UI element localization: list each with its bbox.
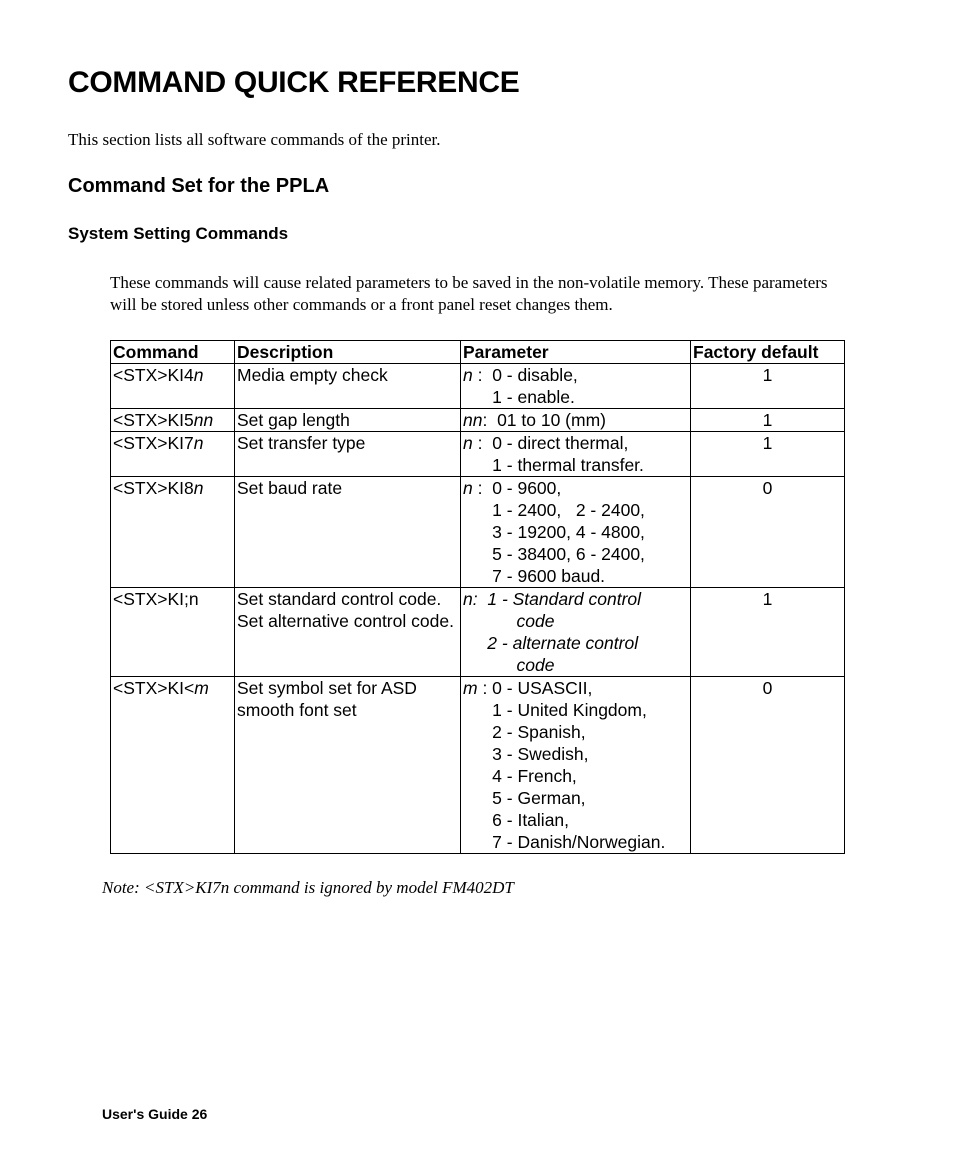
description-paragraph: These commands will cause related parameters to be saved in the non-volatile memory. These parameters will be stored unless other commands or a front panel reset changes them.	[110, 273, 828, 314]
parameter-line	[463, 721, 688, 743]
parameter-variable: nn	[463, 410, 483, 430]
factory-default-cell: 1	[691, 364, 845, 409]
command-variable: n	[193, 365, 204, 385]
parameter-variable: n:	[463, 589, 478, 609]
parameter-value: 4 - French,	[463, 766, 577, 786]
parameter-line	[463, 677, 688, 699]
description-cell	[235, 677, 461, 854]
parameter-separator: :	[477, 678, 493, 698]
parameter-line	[463, 610, 688, 632]
parameter-value: 7 - Danish/Norwegian.	[463, 832, 666, 852]
parameter-variable: m	[463, 678, 478, 698]
command-cell	[111, 432, 235, 477]
parameter-variable: n	[463, 365, 473, 385]
parameter-cell	[461, 432, 691, 477]
description-text: Set symbol set for ASD smooth font set	[237, 678, 417, 720]
parameter-separator: :	[482, 410, 498, 430]
command-prefix: <STX>KI5	[113, 410, 194, 430]
parameter-line	[463, 787, 688, 809]
factory-default-cell: 0	[691, 477, 845, 588]
parameter-value: 0 - USASCII,	[492, 678, 593, 698]
parameter-separator: :	[472, 478, 493, 498]
description-text: Media empty check	[237, 365, 388, 385]
column-header-parameter: Parameter	[461, 341, 691, 364]
parameter-value: code	[463, 611, 555, 631]
parameter-value: 1 - enable.	[463, 387, 575, 407]
description-text: Set baud rate	[237, 478, 343, 498]
parameter-separator: :	[472, 433, 493, 453]
footnote: Note: <STX>KI7n command is ignored by model FM402DT	[102, 878, 514, 897]
parameter-line	[463, 632, 688, 654]
parameter-line	[463, 699, 688, 721]
table-row	[111, 588, 845, 677]
command-variable: n	[193, 478, 204, 498]
factory-default-cell: 1	[691, 588, 845, 677]
parameter-separator: :	[472, 365, 493, 385]
parameter-line	[463, 432, 688, 454]
description-text: Set alternative control code.	[237, 611, 454, 631]
parameter-line	[463, 765, 688, 787]
command-cell	[111, 677, 235, 854]
parameter-cell	[461, 677, 691, 854]
description-text: Set standard control code.	[237, 589, 442, 609]
parameter-cell	[461, 477, 691, 588]
command-variable: n	[193, 433, 204, 453]
parameter-line	[463, 454, 688, 476]
command-table	[110, 340, 845, 854]
parameter-value: 1 - thermal transfer.	[463, 455, 644, 475]
parameter-line	[463, 386, 688, 408]
parameter-value: 0 - disable,	[492, 365, 578, 385]
parameter-cell	[461, 364, 691, 409]
parameter-line	[463, 477, 688, 499]
parameter-value: 5 - 38400, 6 - 2400,	[463, 544, 645, 564]
description-cell	[235, 409, 461, 432]
column-header-command: Command	[111, 341, 235, 364]
parameter-value: 01 to 10 (mm)	[497, 410, 606, 430]
parameter-value: code	[463, 655, 555, 675]
table-row	[111, 477, 845, 588]
command-cell	[111, 364, 235, 409]
parameter-separator	[478, 589, 488, 609]
table-header-row	[111, 341, 845, 364]
page-title: COMMAND QUICK REFERENCE	[68, 66, 520, 99]
table-row	[111, 409, 845, 432]
command-prefix: <STX>KI7	[113, 433, 194, 453]
parameter-variable: n	[463, 478, 473, 498]
parameter-value: 1 - United Kingdom,	[463, 700, 647, 720]
table-row	[111, 432, 845, 477]
description-cell	[235, 588, 461, 677]
intro-text: This section lists all software commands of the printer.	[68, 130, 441, 149]
parameter-value: 7 - 9600 baud.	[463, 566, 606, 586]
description-text: Set gap length	[237, 410, 350, 430]
parameter-cell	[461, 409, 691, 432]
section-heading: Command Set for the PPLA	[68, 175, 330, 197]
column-header-factory-default: Factory default	[691, 341, 845, 364]
parameter-value: 0 - 9600,	[492, 478, 562, 498]
command-cell	[111, 477, 235, 588]
table-row	[111, 364, 845, 409]
command-prefix: <STX>KI8	[113, 478, 194, 498]
command-variable: m	[194, 678, 209, 698]
parameter-line	[463, 809, 688, 831]
parameter-line	[463, 409, 688, 431]
subsection-heading: System Setting Commands	[68, 224, 289, 243]
table-body	[111, 364, 845, 854]
parameter-value: 3 - 19200, 4 - 4800,	[463, 522, 645, 542]
parameter-value: 1 - 2400, 2 - 2400,	[463, 500, 645, 520]
table-row	[111, 677, 845, 854]
command-cell	[111, 409, 235, 432]
description-cell	[235, 477, 461, 588]
parameter-line	[463, 654, 688, 676]
parameter-line	[463, 521, 688, 543]
parameter-value: 6 - Italian,	[463, 810, 570, 830]
parameter-value: 0 - direct thermal,	[492, 433, 629, 453]
command-cell	[111, 588, 235, 677]
parameter-line	[463, 565, 688, 587]
command-variable: nn	[193, 410, 214, 430]
parameter-line	[463, 364, 688, 386]
parameter-value: 2 - alternate control	[463, 633, 639, 653]
parameter-value: 5 - German,	[463, 788, 586, 808]
factory-default-cell: 1	[691, 409, 845, 432]
command-prefix: <STX>KI4	[113, 365, 194, 385]
parameter-line	[463, 543, 688, 565]
parameter-value: 2 - Spanish,	[463, 722, 586, 742]
parameter-value: 3 - Swedish,	[463, 744, 589, 764]
command-prefix: <STX>KI<	[113, 678, 195, 698]
column-header-description: Description	[235, 341, 461, 364]
factory-default-cell: 1	[691, 432, 845, 477]
description-text: Set transfer type	[237, 433, 366, 453]
parameter-variable: n	[463, 433, 473, 453]
parameter-line	[463, 588, 688, 610]
description-cell	[235, 364, 461, 409]
parameter-line	[463, 743, 688, 765]
parameter-line	[463, 831, 688, 853]
factory-default-cell: 0	[691, 677, 845, 854]
parameter-value: 1 - Standard control	[487, 589, 642, 609]
page-footer: User's Guide 26	[102, 1106, 208, 1122]
parameter-cell	[461, 588, 691, 677]
parameter-line	[463, 499, 688, 521]
description-cell	[235, 432, 461, 477]
command-prefix: <STX>KI;n	[113, 589, 199, 609]
